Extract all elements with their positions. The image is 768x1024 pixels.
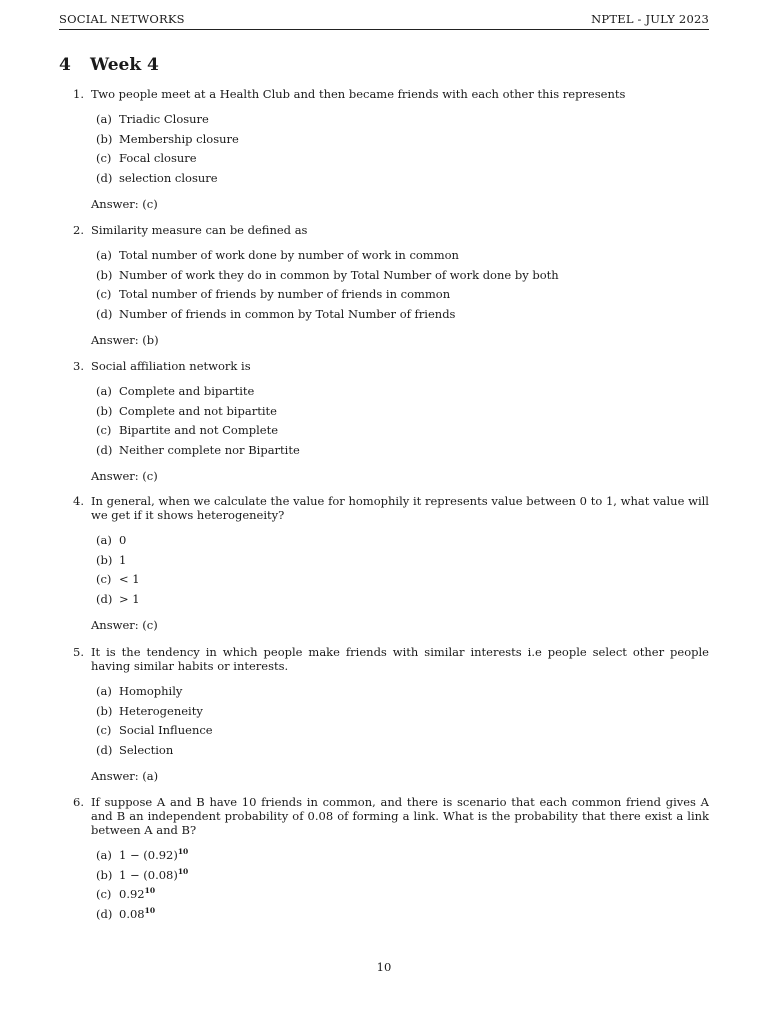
option-list <box>96 248 709 326</box>
formula-base: 0.08 <box>119 906 145 921</box>
option-a <box>96 248 709 268</box>
formula-base: 0.92 <box>119 887 145 901</box>
option-label: (a) <box>96 684 112 698</box>
option-label: (a) <box>96 533 112 547</box>
option-formula <box>119 868 188 882</box>
question-text: In general, when we calculate the value for homophily it represents value between 0 to 1, what value will we get if it shows heterogeneity? <box>91 494 709 522</box>
option-label: (b) <box>96 552 113 567</box>
option-a <box>96 384 709 404</box>
answer-line: Answer: (b) <box>91 333 159 347</box>
question-text: Similarity measure can be defined as <box>91 223 308 237</box>
option-label: (c) <box>96 287 112 301</box>
option-text: < 1 <box>119 572 140 586</box>
option-a <box>96 112 709 132</box>
question-number: 5. <box>73 645 84 659</box>
option-label: (d) <box>96 442 113 457</box>
option-list <box>96 684 709 762</box>
option-text: selection closure <box>119 170 218 185</box>
option-label: (d) <box>96 906 113 921</box>
question-text: Two people meet at a Health Club and then became friends with each other this represents <box>91 87 626 101</box>
option-d <box>96 171 709 191</box>
option-b <box>96 704 709 724</box>
option-label: (d) <box>96 591 113 606</box>
option-label: (c) <box>96 572 112 586</box>
option-label: (b) <box>96 867 113 882</box>
option-c <box>96 887 709 907</box>
option-c <box>96 572 709 592</box>
question-number: 4. <box>73 494 84 508</box>
option-text: Complete and not bipartite <box>119 403 277 418</box>
formula-exponent: 10 <box>177 866 189 876</box>
option-text: Triadic Closure <box>119 112 209 126</box>
section-title-text: Week 4 <box>90 55 159 75</box>
question-5 <box>73 645 709 783</box>
question-text: If suppose A and B have 10 friends in common, and there is scenario that each common friend gives A and B an independent probability of 0.08 of forming a link. What is the probability that there exist a link between A and B? <box>91 795 709 837</box>
option-text: Neither complete nor Bipartite <box>119 442 300 457</box>
option-text: Bipartite and not Complete <box>119 423 279 437</box>
option-b <box>96 404 709 424</box>
option-c <box>96 423 709 443</box>
page-number: 10 <box>376 960 392 974</box>
option-text: Heterogeneity <box>119 703 203 718</box>
option-text: Number of work they do in common by Total Number of work done by both <box>119 267 559 282</box>
option-formula <box>119 848 188 862</box>
option-b <box>96 868 709 888</box>
option-b <box>96 553 709 573</box>
option-label: (a) <box>96 112 112 126</box>
option-list <box>96 848 709 926</box>
question-number: 6. <box>73 795 84 809</box>
option-label: (d) <box>96 742 113 757</box>
option-label: (c) <box>96 887 112 901</box>
option-d <box>96 307 709 327</box>
option-text: Total number of friends by number of friends in common <box>119 287 451 301</box>
option-label: (c) <box>96 423 112 437</box>
option-a <box>96 848 709 868</box>
option-a <box>96 684 709 704</box>
option-text: Focal closure <box>119 151 197 165</box>
option-b <box>96 132 709 152</box>
option-text: > 1 <box>119 591 140 606</box>
option-label: (b) <box>96 131 113 146</box>
option-text: Membership closure <box>119 131 239 146</box>
question-1 <box>73 87 709 211</box>
option-formula <box>119 907 155 921</box>
question-text: It is the tendency in which people make friends with similar interests i.e people select other people having similar habits or interests. <box>91 645 709 673</box>
question-6 <box>73 795 709 926</box>
option-d <box>96 592 709 612</box>
question-2 <box>73 223 709 347</box>
option-text: Selection <box>119 742 174 757</box>
option-c <box>96 287 709 307</box>
answer-line: Answer: (a) <box>91 769 159 783</box>
answer-line: Answer: (c) <box>91 197 158 211</box>
option-d <box>96 443 709 463</box>
option-a <box>96 533 709 553</box>
option-list <box>96 112 709 190</box>
option-b <box>96 268 709 288</box>
option-label: (c) <box>96 151 112 165</box>
option-d <box>96 743 709 763</box>
option-text: Complete and bipartite <box>119 384 255 398</box>
formula-exponent: 10 <box>144 886 156 895</box>
option-text: Total number of work done by number of work in common <box>119 248 459 262</box>
option-formula <box>119 887 155 901</box>
question-number: 3. <box>73 359 84 373</box>
option-list <box>96 384 709 462</box>
option-label: (c) <box>96 723 112 737</box>
formula-base: 1 − (0.92) <box>119 848 178 862</box>
option-label: (d) <box>96 170 113 185</box>
option-label: (b) <box>96 703 113 718</box>
option-text: Social Influence <box>119 723 213 737</box>
option-text: Homophily <box>119 684 183 698</box>
option-label: (d) <box>96 306 113 321</box>
section-number: 4 <box>59 55 71 75</box>
header-course-title: SOCIAL NETWORKS <box>59 12 185 26</box>
question-4 <box>73 494 709 632</box>
option-text: Number of friends in common by Total Number of friends <box>119 306 456 321</box>
option-c <box>96 723 709 743</box>
section-heading <box>59 55 159 75</box>
formula-base: 1 − (0.08) <box>119 867 178 882</box>
option-text: 1 <box>119 552 127 567</box>
question-number: 2. <box>73 223 84 237</box>
question-3 <box>73 359 709 483</box>
option-label: (a) <box>96 248 112 262</box>
question-text: Social affiliation network is <box>91 359 251 373</box>
formula-exponent: 10 <box>144 905 156 915</box>
option-list <box>96 533 709 611</box>
answer-line: Answer: (c) <box>91 469 158 483</box>
option-label: (b) <box>96 403 113 418</box>
formula-exponent: 10 <box>177 847 189 856</box>
question-number: 1. <box>73 87 84 101</box>
answer-line: Answer: (c) <box>91 618 158 632</box>
option-text: 0 <box>119 533 127 547</box>
option-d <box>96 907 709 927</box>
option-label: (b) <box>96 267 113 282</box>
option-label: (a) <box>96 384 112 398</box>
option-label: (a) <box>96 848 112 862</box>
running-header <box>59 12 709 30</box>
header-session: NPTEL - JULY 2023 <box>591 12 709 26</box>
option-c <box>96 151 709 171</box>
